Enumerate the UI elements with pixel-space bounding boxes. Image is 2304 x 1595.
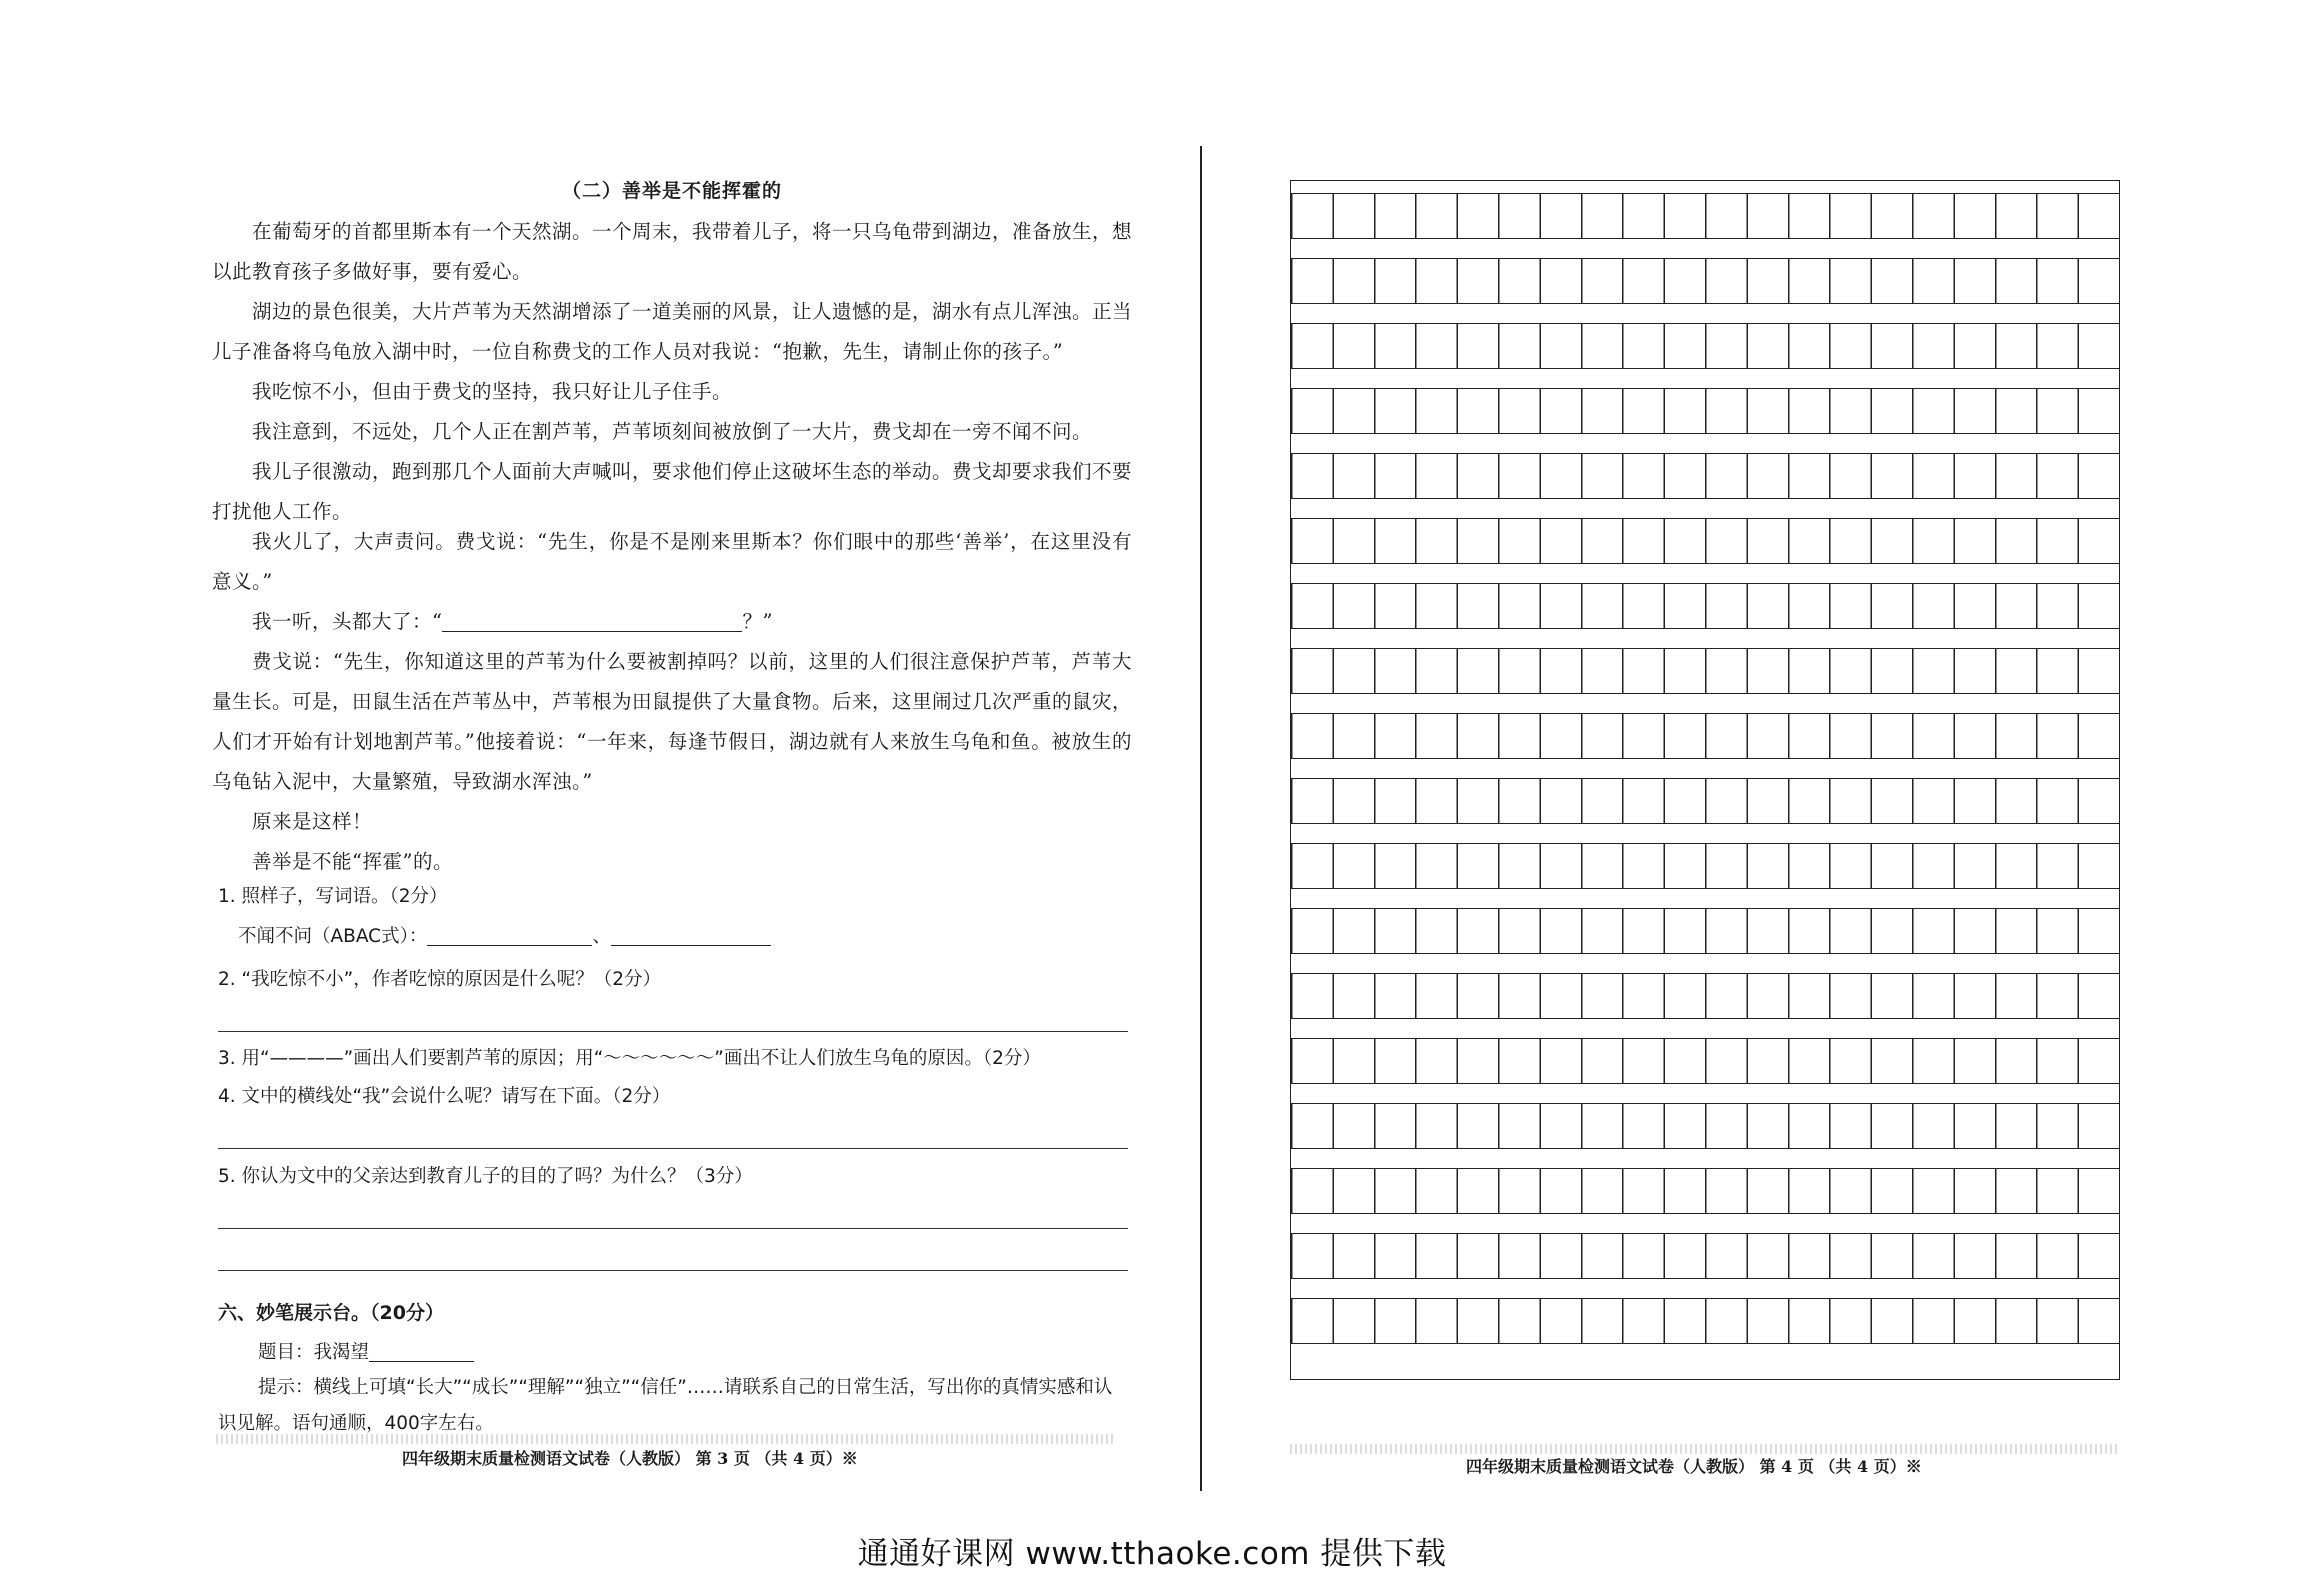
grid-row[interactable] <box>1291 453 2119 499</box>
section-6-heading: 六、妙笔展示台。（20分） <box>218 1302 444 1324</box>
essay-topic-blank[interactable] <box>369 1339 474 1362</box>
question-4: 4. 文中的横线处“我”会说什么呢？请写在下面。（2分） <box>218 1086 671 1107</box>
passage-paragraph-6: 我火儿了，大声责问。费戈说：“先生，你是不是刚来里斯本？你们眼中的那些‘善举’，在这里没有意义。” <box>212 530 1132 593</box>
fill-in-blank[interactable] <box>442 609 742 632</box>
passage-paragraph-2: 湖边的景色很美，大片芦苇为天然湖增添了一道美丽的风景，让人遗憾的是，湖水有点儿浑浊。正当儿子准备将乌龟放入湖中时，一位自称费戈的工作人员对我说：“抱歉，先生，请制止你的孩子。” <box>212 300 1133 363</box>
answer-blank-1a[interactable] <box>427 923 592 946</box>
grid-row[interactable] <box>1291 323 2119 369</box>
grid-row[interactable] <box>1291 1168 2119 1214</box>
passage-paragraph-8: 原来是这样！ <box>252 810 373 833</box>
scan-smudge-left <box>216 1434 1116 1444</box>
question-1-separator: 、 <box>592 926 611 947</box>
passage-title: （二）善举是不能挥霍的 <box>561 180 782 202</box>
question-1-example <box>238 922 1148 952</box>
grid-row[interactable] <box>1291 1038 2119 1084</box>
footer-left: 四年级期末质量检测语文试卷（人教版） 第 3 页 （共 4 页）※ <box>402 1449 858 1468</box>
essay-topic-label: 题目：我渴望 <box>258 1342 370 1363</box>
grid-row[interactable] <box>1291 1298 2119 1344</box>
grid-row[interactable] <box>1291 778 2119 824</box>
answer-line-q5b[interactable] <box>218 1270 1128 1271</box>
question-1-example-label: 不闻不问（ABAC式）： <box>238 926 428 947</box>
page-divider <box>1200 146 1202 1491</box>
passage-paragraph-9: 善举是不能“挥霍”的。 <box>252 850 453 873</box>
question-1: 1. 照样子，写词语。（2分） <box>218 886 448 907</box>
grid-row[interactable] <box>1291 388 2119 434</box>
question-2: 2. “我吃惊不小”，作者吃惊的原因是什么呢？（2分） <box>218 969 661 990</box>
answer-line-q5a[interactable] <box>218 1228 1128 1229</box>
site-watermark: 通通好课网 www.tthaoke.com 提供下载 <box>857 1536 1447 1572</box>
grid-row[interactable] <box>1291 973 2119 1019</box>
grid-row[interactable] <box>1291 193 2119 239</box>
essay-topic <box>258 1338 1168 1368</box>
grid-row[interactable] <box>1291 648 2119 694</box>
composition-grid[interactable] <box>1290 180 2120 1380</box>
passage-paragraph-4: 我注意到，不远处，几个人正在割芦苇，芦苇顷刻间被放倒了一大片，费戈却在一旁不闻不问。 <box>252 420 1093 443</box>
answer-blank-1b[interactable] <box>611 923 771 946</box>
answer-line-q2[interactable] <box>218 1031 1128 1032</box>
footer-right: 四年级期末质量检测语文试卷（人教版） 第 4 页 （共 4 页）※ <box>1466 1457 1922 1476</box>
question-5: 5. 你认为文中的父亲达到教育儿子的目的了吗？为什么？（3分） <box>218 1166 753 1187</box>
grid-row[interactable] <box>1291 713 2119 759</box>
passage-blank-sentence <box>212 602 1132 642</box>
passage-paragraph-5: 我儿子很激动，跑到那几个人面前大声喊叫，要求他们停止这破坏生态的举动。费戈却要求我们不要打扰他人工作。 <box>212 460 1133 523</box>
grid-row[interactable] <box>1291 258 2119 304</box>
passage-paragraph-3: 我吃惊不小，但由于费戈的坚持，我只好让儿子住手。 <box>252 380 733 403</box>
answer-line-q4[interactable] <box>218 1148 1128 1149</box>
blank-sentence-suffix: ？” <box>742 610 773 633</box>
passage-paragraph-7: 费戈说：“先生，你知道这里的芦苇为什么要被割掉吗？以前，这里的人们很注意保护芦苇，芦苇大量生长。可是，田鼠生活在芦苇丛中，芦苇根为田鼠提供了大量食物。后来，这里闹过几次严重的鼠灾，人们才开始有计划地割芦苇。”他接着说：“一年来，每逢节假日，湖边就有人来放生乌龟和鱼。被放生的乌龟钻入泥中，大量繁殖，导致湖水浑浊。” <box>212 650 1133 793</box>
grid-row[interactable] <box>1291 518 2119 564</box>
exam-page-left <box>212 170 1132 1480</box>
grid-row[interactable] <box>1291 843 2119 889</box>
passage-paragraph-1: 在葡萄牙的首都里斯本有一个天然湖。一个周末，我带着儿子，将一只乌龟带到湖边，准备放生，想以此教育孩子多做好事，要有爱心。 <box>212 220 1133 283</box>
essay-hint: 提示：横线上可填“长大”“成长”“理解”“独立”“信任”……请联系自己的日常生活，写出你的真情实感和认识见解。语句通顺，400字左右。 <box>218 1377 1113 1434</box>
grid-row[interactable] <box>1291 1233 2119 1279</box>
question-3: 3. 用“————”画出人们要割芦苇的原因；用“～～～～～～”画出不让人们放生乌龟的原因。（2分） <box>218 1048 1041 1069</box>
blank-sentence-prefix: 我一听，头都大了：“ <box>252 610 443 633</box>
grid-row[interactable] <box>1291 908 2119 954</box>
scan-smudge-right <box>1290 1444 2120 1454</box>
grid-row[interactable] <box>1291 583 2119 629</box>
grid-row[interactable] <box>1291 1103 2119 1149</box>
